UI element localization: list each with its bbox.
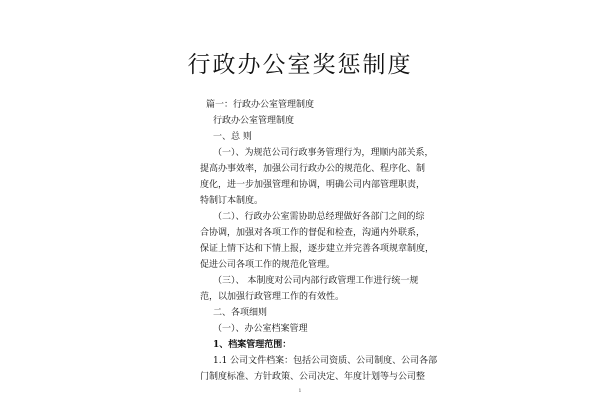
section-heading: 篇一：行政办公室管理制度 <box>206 100 315 110</box>
paragraph-line: 门制度标准、方针政策、公司决定、年度计划等与公司整 <box>200 372 426 382</box>
paragraph-line: 范，以加强行政管理工作的有效性。 <box>200 292 345 302</box>
paragraph-line: （二）、行政办公室需协助总经理做好各部门之间的综 <box>213 212 425 222</box>
subsection-heading: （一）、办公室档案管理 <box>213 324 308 334</box>
paragraph-line: 度化，进一步加强管理和协调，明确公司内部管理职责， <box>200 180 426 190</box>
chapter-heading: 二、各项细则 <box>213 308 268 318</box>
paragraph-line: （三）、 本制度对公司内部行政管理工作进行统一规 <box>213 276 419 286</box>
paragraph-line: 合协调，加强对各项工作的督促和检查，沟通内外联系， <box>200 228 426 238</box>
paragraph-line: 特制订本制度。 <box>200 196 264 206</box>
page-number: 1 <box>298 388 302 394</box>
paragraph-line: 促进公司各项工作的规范化管理。 <box>200 260 336 270</box>
paragraph-line: 1.1 公司文件档案：包括公司资质、公司制度、公司各部 <box>213 356 438 366</box>
document-title: 行政办公室奖惩制度 <box>187 52 413 78</box>
subheading: 行政办公室管理制度 <box>213 116 295 126</box>
paragraph-line: 保证上情下达和下情上报，逐步建立并完善各项规章制度， <box>200 244 435 254</box>
chapter-heading: 一、总 则 <box>213 132 252 142</box>
item-heading: 1、档案管理范围： <box>213 340 292 350</box>
paragraph-line: 提高办事效率，加强公司行政办公的规范化、程序化、制 <box>200 164 426 174</box>
paragraph-line: （一）、为规范公司行政事务管理行为，理顺内部关系， <box>213 148 434 158</box>
